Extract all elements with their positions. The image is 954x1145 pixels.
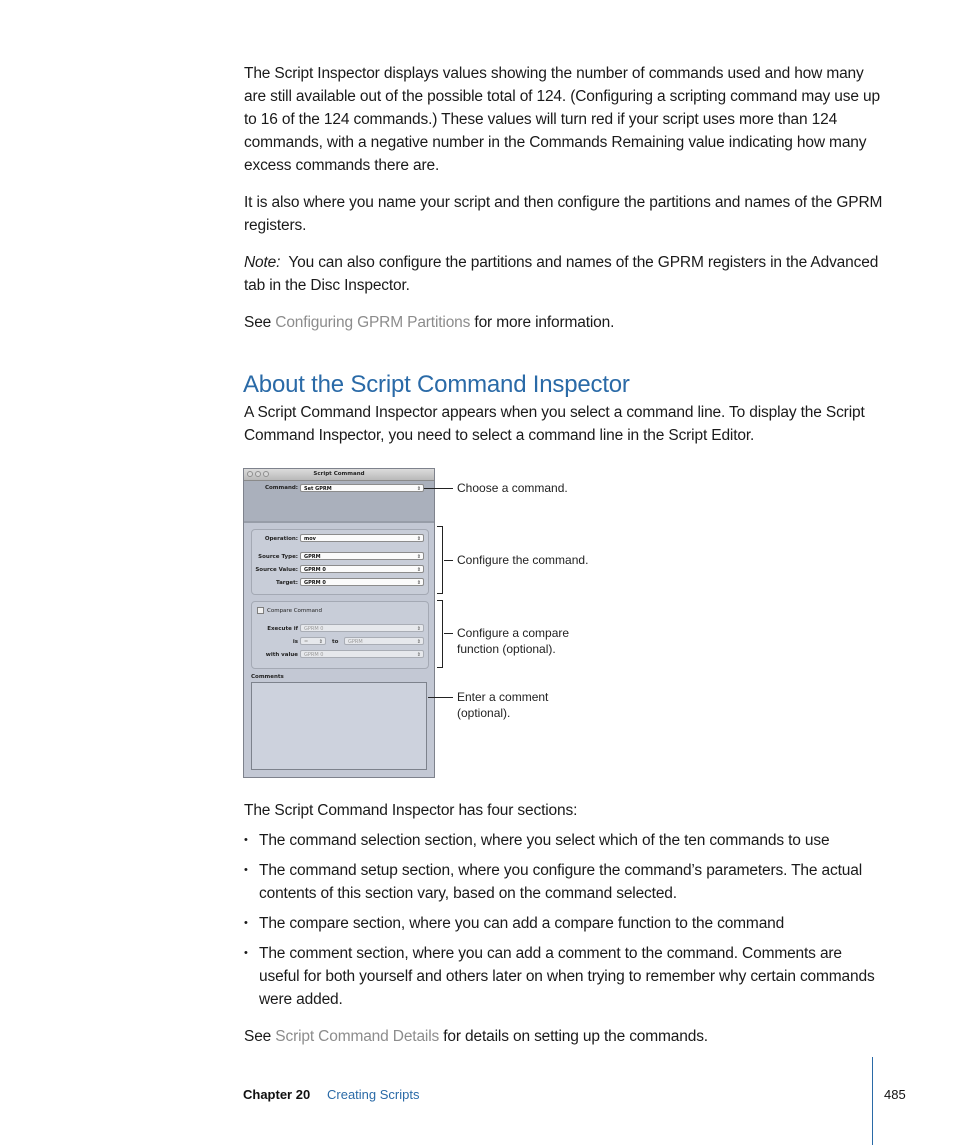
footer-chapter-title-link[interactable]: Creating Scripts bbox=[327, 1087, 420, 1102]
popup-arrows-icon: ⇕ bbox=[416, 626, 421, 632]
is-operator-value: = bbox=[304, 639, 309, 645]
popup-arrows-icon: ⇕ bbox=[318, 639, 323, 645]
compare-command-label: Compare Command bbox=[267, 608, 322, 614]
callout-compare-line2: function (optional). bbox=[457, 642, 556, 656]
command-label: Command: bbox=[264, 485, 298, 491]
with-value-label: with value bbox=[265, 652, 298, 658]
command-setup-section bbox=[251, 529, 429, 595]
intro-paragraph-2: It is also where you name your script and then configure the partitions and names of the GPRM registers. bbox=[244, 194, 883, 234]
see-suffix: for more information. bbox=[470, 314, 615, 331]
is-label: is bbox=[292, 639, 298, 645]
sections-bullet-list bbox=[244, 829, 884, 1011]
see-prefix: See bbox=[244, 1028, 276, 1045]
configuring-gprm-partitions-link[interactable]: Configuring GPRM Partitions bbox=[275, 314, 471, 331]
command-selection-section bbox=[244, 481, 434, 523]
list-item: • The command selection section, where you select which of the ten commands to use bbox=[244, 829, 884, 852]
execute-if-value: GPRM 0 bbox=[304, 626, 324, 632]
callout-compare bbox=[457, 625, 569, 657]
callout-line-comment bbox=[428, 697, 453, 698]
sections-list-block bbox=[244, 799, 884, 1048]
source-type-label: Source Type: bbox=[258, 554, 298, 560]
popup-arrows-icon: ⇕ bbox=[416, 554, 421, 560]
execute-if-popup[interactable] bbox=[300, 624, 424, 632]
zoom-button-icon[interactable] bbox=[263, 471, 269, 477]
source-type-value: GPRM bbox=[304, 554, 321, 560]
callout-configure-command: Configure the command. bbox=[457, 553, 589, 567]
page-number: 485 bbox=[884, 1087, 906, 1102]
callout-comment-line2: (optional). bbox=[457, 706, 511, 720]
callout-compare-line1: Configure a compare bbox=[457, 626, 570, 640]
operation-label: Operation: bbox=[264, 536, 298, 542]
target-label: Target: bbox=[276, 580, 298, 586]
popup-arrows-icon: ⇕ bbox=[416, 652, 421, 658]
target-value: GPRM 0 bbox=[304, 580, 326, 586]
source-value-popup[interactable] bbox=[300, 565, 424, 573]
source-type-popup[interactable] bbox=[300, 552, 424, 560]
operation-value: mov bbox=[304, 536, 316, 542]
list-item: • The compare section, where you can add a compare function to the command bbox=[244, 912, 884, 935]
bracket-configure bbox=[437, 526, 443, 594]
list-item: • The command setup section, where you configure the command’s parameters. The actual contents of this section vary, based on the command selected. bbox=[244, 859, 884, 905]
with-value-value: GPRM 0 bbox=[304, 652, 324, 658]
list-item: • The comment section, where you can add a comment to the command. Comments are useful for both yourself and others later on when trying to remember why certain commands were added. bbox=[244, 942, 884, 1011]
window-titlebar bbox=[244, 469, 434, 481]
popup-arrows-icon: ⇕ bbox=[416, 567, 421, 573]
close-button-icon[interactable] bbox=[247, 471, 253, 477]
popup-arrows-icon: ⇕ bbox=[416, 486, 421, 492]
see-suffix: for details on setting up the commands. bbox=[439, 1028, 708, 1045]
to-popup[interactable] bbox=[344, 637, 424, 645]
callout-line-command bbox=[424, 488, 453, 489]
comments-textarea[interactable] bbox=[251, 682, 427, 770]
sections-intro: The Script Command Inspector has four sections: bbox=[244, 802, 578, 819]
minimize-button-icon[interactable] bbox=[255, 471, 261, 477]
comments-label: Comments bbox=[251, 674, 284, 680]
see-also-details bbox=[244, 1025, 884, 1048]
source-value-label: Source Value: bbox=[255, 567, 298, 573]
bracket-compare bbox=[437, 600, 443, 668]
see-prefix: See bbox=[244, 314, 276, 331]
note-label: Note: bbox=[244, 254, 281, 271]
popup-arrows-icon: ⇕ bbox=[416, 580, 421, 586]
section-paragraph: A Script Command Inspector appears when you select a command line. To display the Script Command Inspector, you need to select a command line in the Script Editor. bbox=[244, 404, 865, 444]
see-also-gprm bbox=[244, 311, 884, 334]
script-command-details-link[interactable]: Script Command Details bbox=[275, 1028, 440, 1045]
command-popup[interactable] bbox=[300, 484, 424, 492]
to-label: to bbox=[332, 639, 339, 645]
callout-comment bbox=[457, 689, 548, 721]
window-title: Script Command bbox=[313, 471, 365, 477]
footer-chapter: Chapter 20 bbox=[243, 1087, 311, 1102]
popup-arrows-icon: ⇕ bbox=[416, 639, 421, 645]
popup-arrows-icon: ⇕ bbox=[416, 536, 421, 542]
to-value: GPRM bbox=[348, 639, 363, 645]
intro-paragraph-1: The Script Inspector displays values showing the number of commands used and how many are still available out of the possible total of 124. (Configuring a scripting command may use up to 16 of the 124 commands.) These values will turn red if your script uses more than 124 commands, with a negative number in the Commands Remaining value indicating how many excess commands there are. bbox=[244, 65, 880, 174]
section-heading: About the Script Command Inspector bbox=[243, 371, 630, 398]
command-value: Set GPRM bbox=[304, 486, 332, 492]
operation-popup[interactable] bbox=[300, 534, 424, 542]
callout-comment-line1: Enter a comment bbox=[457, 690, 549, 704]
callout-choose-command: Choose a command. bbox=[457, 481, 568, 495]
note-text: You can also configure the partitions and names of the GPRM registers in the Advanced tab in the Disc Inspector. bbox=[244, 254, 883, 294]
footer-divider bbox=[872, 1057, 873, 1145]
compare-section bbox=[251, 601, 429, 669]
note-paragraph bbox=[244, 251, 884, 297]
callout-line-compare bbox=[444, 633, 453, 634]
execute-if-label: Execute if bbox=[267, 626, 298, 632]
script-command-window bbox=[243, 468, 435, 778]
is-operator-popup[interactable] bbox=[300, 637, 326, 645]
target-popup[interactable] bbox=[300, 578, 424, 586]
source-value-value: GPRM 0 bbox=[304, 567, 326, 573]
with-value-popup[interactable] bbox=[300, 650, 424, 658]
compare-command-checkbox[interactable] bbox=[257, 607, 264, 614]
intro-text bbox=[244, 62, 884, 334]
callout-line-configure bbox=[444, 560, 453, 561]
